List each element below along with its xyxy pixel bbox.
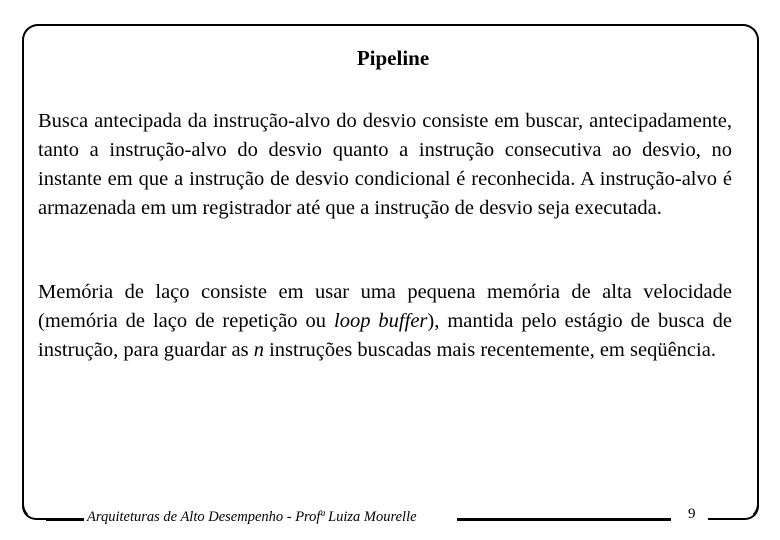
n-variable: n [253, 339, 264, 361]
paragraph-branch-target-prefetch: Busca antecipada da instrução-alvo do desvio consiste em buscar, antecipadamente, tanto a instrução-alvo do desvio quanto a instrução consecutiva ao desvio, no instante em que a instrução de desvio condicional é reconhecida. A instrução-alvo é armazenada em um registrador até que a instrução de desvio seja executada. [38, 110, 732, 219]
slide-title: Pipeline [356, 46, 430, 70]
frame-corner-left [22, 490, 46, 520]
loop-buffer-term: loop buffer [334, 310, 428, 332]
paragraph-loop-buffer-text-3: instruções buscadas mais recentemente, em seqüência. [263, 339, 716, 361]
page-number: 9 [688, 506, 696, 522]
paragraph-loop-buffer-text-1: Memória de laço consiste em usar uma pequena memória de alta velocidade (memória de laço de repetição ou [38, 281, 732, 332]
frame-corner-right [708, 490, 759, 520]
paragraph-loop-buffer-text-2: ), mantida pelo estágio de busca de instrução, para guardar as [38, 310, 732, 361]
slide-frame [22, 24, 759, 520]
footer-rule-right [457, 518, 671, 521]
paragraph-loop-buffer [38, 278, 732, 365]
footer-course-text: Arquiteturas de Alto Desempenho - Profª Luiza Mourelle [87, 509, 417, 525]
footer-rule-left [46, 518, 84, 521]
